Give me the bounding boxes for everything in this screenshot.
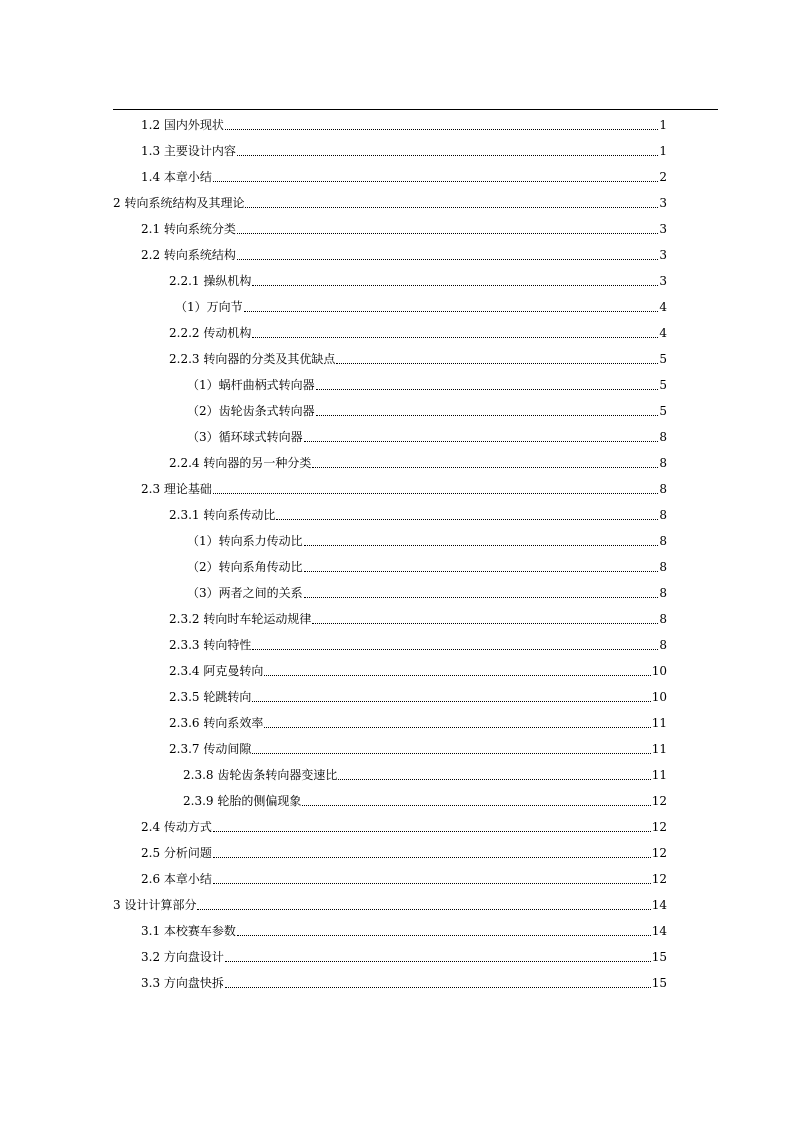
toc-entry[interactable] — [169, 662, 667, 680]
toc-entry-title: 2.1 转向系统分类 — [141, 222, 236, 236]
toc-page-number: 8 — [659, 430, 667, 444]
toc-leader-dots — [252, 272, 658, 286]
toc-leader-dots — [197, 896, 650, 910]
toc-page-number: 5 — [659, 404, 667, 418]
toc-entry-title: 1.3 主要设计内容 — [141, 144, 236, 158]
toc-leader-dots — [213, 168, 658, 182]
toc-entry-title: （3）两者之间的关系 — [187, 586, 303, 600]
toc-entry[interactable] — [169, 688, 667, 706]
toc-page-number: 3 — [659, 196, 667, 210]
toc-entry-title: 2.4 传动方式 — [141, 820, 212, 834]
toc-entry-title: 2.2.4 转向器的另一种分类 — [169, 456, 312, 470]
toc-leader-dots — [237, 142, 658, 156]
toc-page-number: 3 — [659, 274, 667, 288]
toc-leader-dots — [302, 792, 650, 806]
toc-leader-dots — [264, 714, 650, 728]
toc-entry[interactable] — [183, 766, 667, 784]
toc-entry[interactable] — [141, 116, 667, 134]
toc-leader-dots — [225, 974, 651, 988]
toc-entry-title: 2.2.3 转向器的分类及其优缺点 — [169, 352, 336, 366]
toc-leader-dots — [237, 220, 658, 234]
toc-leader-dots — [312, 454, 658, 468]
toc-entry-title: 2.5 分析问题 — [141, 846, 212, 860]
toc-entry-title: 3.2 方向盘设计 — [141, 950, 224, 964]
toc-page-number: 5 — [659, 352, 667, 366]
toc-entry[interactable] — [169, 454, 667, 472]
toc-entry[interactable] — [141, 818, 667, 836]
toc-leader-dots — [316, 376, 659, 390]
toc-page-number: 11 — [651, 716, 667, 730]
toc-page-number: 8 — [659, 508, 667, 522]
toc-leader-dots — [252, 740, 650, 754]
toc-entry-title: 2.3.1 转向系传动比 — [169, 508, 276, 522]
toc-entry-title: （2）转向系角传动比 — [187, 560, 303, 574]
toc-leader-dots — [225, 948, 651, 962]
toc-leader-dots — [304, 558, 659, 572]
toc-entry[interactable] — [141, 142, 667, 160]
toc-entry-title: 2.3.3 转向特性 — [169, 638, 252, 652]
toc-leader-dots — [237, 922, 651, 936]
toc-entry[interactable] — [187, 532, 667, 550]
toc-page-number: 11 — [651, 768, 667, 782]
toc-page-number: 10 — [651, 690, 667, 704]
toc-leader-dots — [252, 324, 658, 338]
toc-leader-dots — [264, 662, 650, 676]
toc-entry[interactable] — [169, 272, 667, 290]
toc-leader-dots — [336, 350, 658, 364]
toc-entry[interactable] — [187, 558, 667, 576]
toc-page-number: 4 — [659, 300, 667, 314]
toc-entry-title: 2.6 本章小结 — [141, 872, 212, 886]
toc-entry-title: 3.1 本校赛车参数 — [141, 924, 236, 938]
toc-entry[interactable] — [141, 480, 667, 498]
toc-page-number: 14 — [651, 924, 667, 938]
toc-entry[interactable] — [169, 636, 667, 654]
toc-entry[interactable] — [187, 584, 667, 602]
toc-leader-dots — [244, 298, 659, 312]
toc-page-number: 2 — [659, 170, 667, 184]
toc-leader-dots — [225, 116, 658, 130]
toc-page-number: 3 — [659, 248, 667, 262]
toc-entry-title: 2.2.2 传动机构 — [169, 326, 252, 340]
header-rule — [113, 109, 718, 110]
toc-leader-dots — [213, 818, 651, 832]
toc-page-number: 8 — [659, 456, 667, 470]
toc-entry[interactable] — [141, 948, 667, 966]
toc-entry[interactable] — [141, 168, 667, 186]
toc-entry[interactable] — [169, 714, 667, 732]
toc-leader-dots — [316, 402, 659, 416]
toc-leader-dots — [213, 480, 658, 494]
toc-entry[interactable] — [169, 506, 667, 524]
toc-entry[interactable] — [169, 610, 667, 628]
toc-entry-title: 3.3 方向盘快拆 — [141, 976, 224, 990]
toc-entry[interactable] — [141, 246, 667, 264]
toc-entry-title: 2.3.7 传动间隙 — [169, 742, 252, 756]
toc-entry[interactable] — [141, 220, 667, 238]
toc-entry[interactable] — [187, 402, 667, 420]
toc-page-number: 8 — [659, 612, 667, 626]
toc-entry-title: 2.3 理论基础 — [141, 482, 212, 496]
toc-entry[interactable] — [141, 870, 667, 888]
toc-leader-dots — [245, 194, 658, 208]
toc-leader-dots — [252, 688, 650, 702]
toc-entry[interactable] — [113, 896, 667, 914]
toc-entry[interactable] — [183, 792, 667, 810]
toc-entry-title: 1.2 国内外现状 — [141, 118, 224, 132]
toc-page-number: 8 — [659, 638, 667, 652]
toc-leader-dots — [252, 636, 658, 650]
toc-entry[interactable] — [141, 922, 667, 940]
toc-page-number: 8 — [659, 560, 667, 574]
toc-page-number: 5 — [659, 378, 667, 392]
toc-entry[interactable] — [141, 974, 667, 992]
toc-entry-title: 1.4 本章小结 — [141, 170, 212, 184]
toc-page-number: 1 — [659, 118, 667, 132]
toc-entry-title: （1）蜗杆曲柄式转向器 — [187, 378, 315, 392]
toc-leader-dots — [304, 532, 659, 546]
toc-leader-dots — [338, 766, 650, 780]
toc-page-number: 12 — [651, 820, 667, 834]
toc-leader-dots — [304, 428, 659, 442]
toc-entry-title: （1）转向系力传动比 — [187, 534, 303, 548]
toc-leader-dots — [276, 506, 658, 520]
toc-page-number: 3 — [659, 222, 667, 236]
toc-page-number: 8 — [659, 482, 667, 496]
toc-entry[interactable] — [187, 428, 667, 446]
toc-entry[interactable] — [175, 298, 667, 316]
toc-page-number: 12 — [651, 794, 667, 808]
toc-leader-dots — [237, 246, 658, 260]
toc-entry[interactable] — [169, 740, 667, 758]
toc-entry-title: 2.2.1 操纵机构 — [169, 274, 252, 288]
toc-entry[interactable] — [141, 844, 667, 862]
toc-page-number: 11 — [651, 742, 667, 756]
toc-page-number: 8 — [659, 586, 667, 600]
toc-leader-dots — [304, 584, 659, 598]
toc-entry-title: （2）齿轮齿条式转向器 — [187, 404, 315, 418]
toc-entry-title: （3）循环球式转向器 — [187, 430, 303, 444]
toc-leader-dots — [213, 870, 651, 884]
toc-entry[interactable] — [187, 376, 667, 394]
toc-entry-title: 3 设计计算部分 — [113, 898, 197, 912]
toc-page-number: 8 — [659, 534, 667, 548]
toc-entry[interactable] — [113, 194, 667, 212]
toc-entry-title: 2.3.2 转向时车轮运动规律 — [169, 612, 312, 626]
toc-page-number: 4 — [659, 326, 667, 340]
toc-page-number: 14 — [651, 898, 667, 912]
toc-entry-title: （1）万向节 — [175, 300, 243, 314]
toc-leader-dots — [213, 844, 651, 858]
toc-page-number: 10 — [651, 664, 667, 678]
toc-page-number: 15 — [651, 976, 667, 990]
toc-entry-title: 2 转向系统结构及其理论 — [113, 196, 245, 210]
toc-leader-dots — [312, 610, 658, 624]
toc-entry-title: 2.3.6 转向系效率 — [169, 716, 264, 730]
toc-entry-title: 2.3.8 齿轮齿条转向器变速比 — [183, 768, 338, 782]
toc-page-number: 12 — [651, 872, 667, 886]
toc-page-number: 12 — [651, 846, 667, 860]
toc-entry-title: 2.2 转向系统结构 — [141, 248, 236, 262]
toc-page-number: 15 — [651, 950, 667, 964]
toc-entry-title: 2.3.4 阿克曼转向 — [169, 664, 264, 678]
toc-entry[interactable] — [169, 324, 667, 342]
toc-entry[interactable] — [169, 350, 667, 368]
toc-entry-title: 2.3.9 轮胎的侧偏现象 — [183, 794, 302, 808]
toc-entry-title: 2.3.5 轮跳转向 — [169, 690, 252, 704]
toc-page-number: 1 — [659, 144, 667, 158]
